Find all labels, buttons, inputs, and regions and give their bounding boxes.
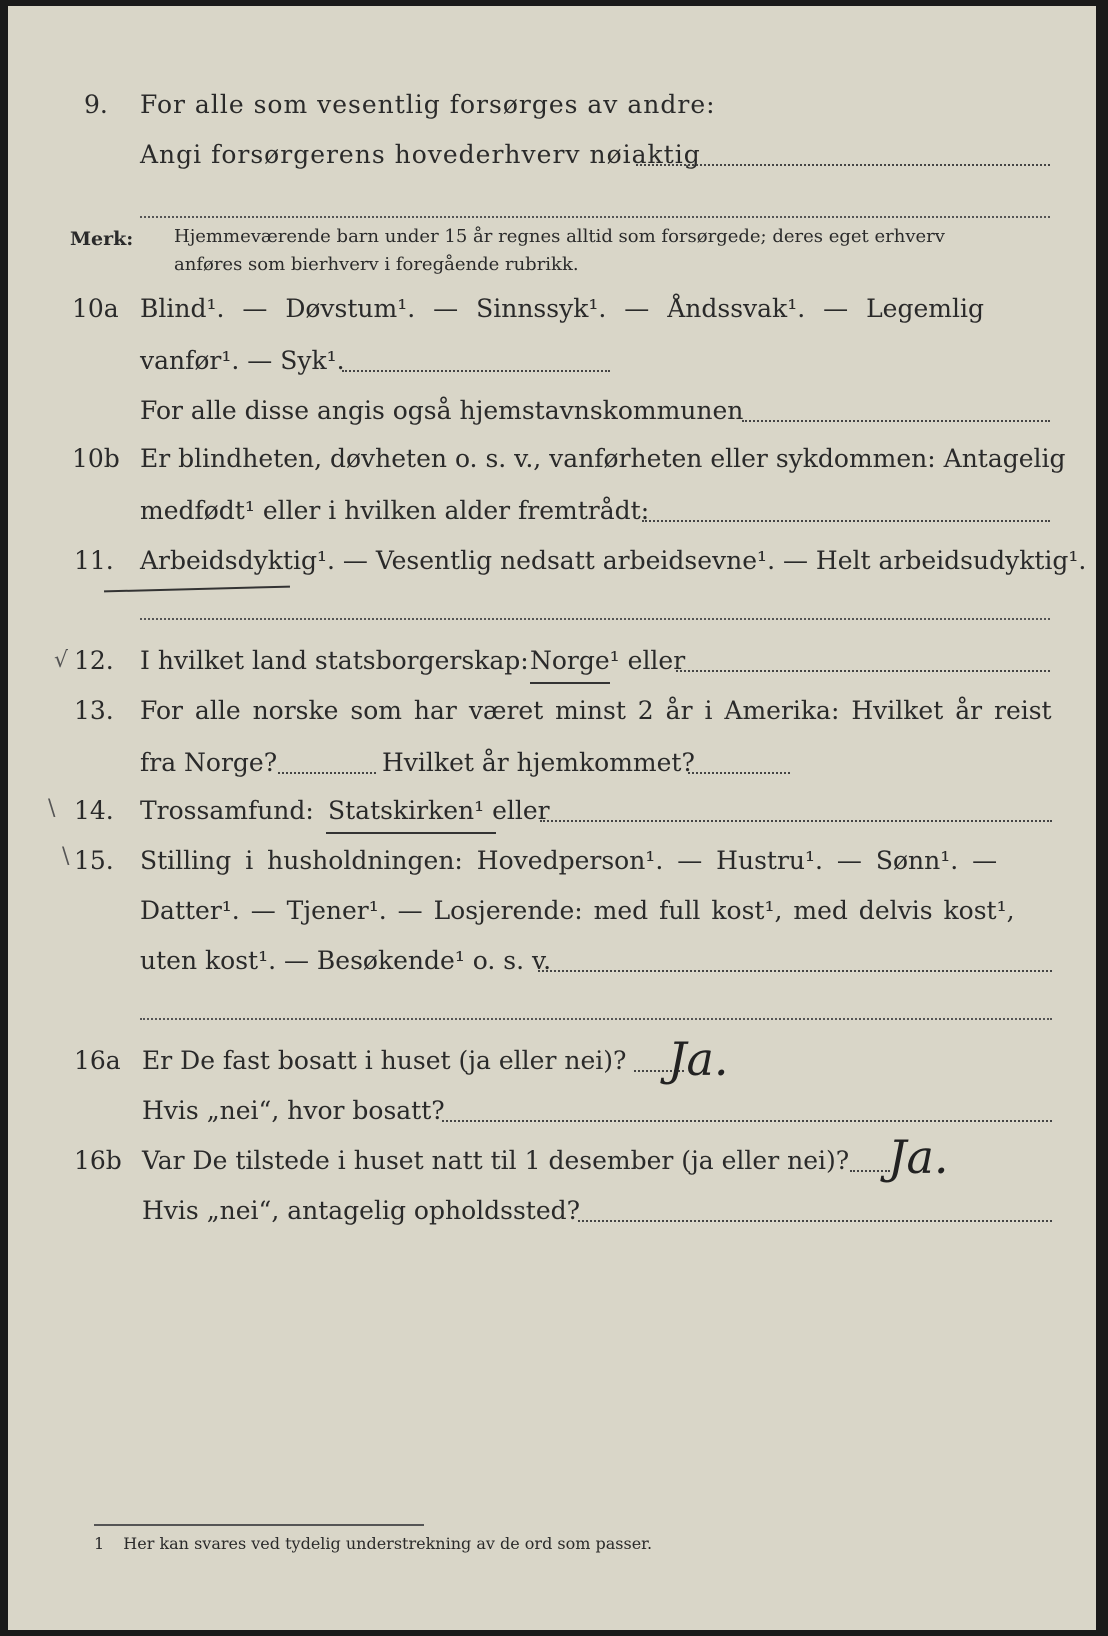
answer-line[interactable] [538,970,1052,972]
answer-line[interactable] [540,820,1052,822]
footnote [94,1534,652,1553]
question-text: Var De tilstede i huset natt til 1 desember (ja eller nei)? [142,1146,850,1175]
answer-line[interactable] [342,370,610,372]
question-text: Trossamfund: [140,796,314,825]
question-text: Er De fast bosatt i huset (ja eller nei)? [142,1046,627,1075]
answer-line[interactable] [140,618,1050,620]
footnote-rule [94,1524,424,1526]
handwritten-answer: Ja. [888,1130,949,1184]
check-mark: \ [48,796,56,821]
question-text: uten kost¹. — Besøkende¹ o. s. v. [140,946,552,975]
answer-line[interactable] [278,772,376,774]
question-text: For alle norske som har været minst 2 år i Amerika: Hvilket år reist [140,696,1052,725]
question-text: fra Norge? [140,748,278,777]
question-text: Hvis „nei“, hvor bosatt? [142,1096,445,1125]
answer-line[interactable] [442,1120,1052,1122]
answer-line[interactable] [140,1018,1052,1020]
census-form-page [8,6,1096,1630]
handwritten-underline [326,832,496,834]
note-text: Hjemmeværende barn under 15 år regnes alltid som forsørgede; deres eget erhverv [174,226,945,247]
question-number: 9. [84,90,108,119]
question-text: Hvis „nei“, antagelig opholdssted? [142,1196,581,1225]
footnote-text: Her kan svares ved tydelig understrekning av de ord som passer. [123,1534,653,1553]
note-label: Merk: [70,228,134,250]
question-text: vanfør¹. — Syk¹. [140,346,345,375]
question-number: 10b [72,444,120,473]
question-text: Stilling i husholdningen: Hovedperson¹. — Hustru¹. — Sønn¹. — [140,846,998,875]
answer-line[interactable] [578,1220,1052,1222]
question-number: 10a [72,294,119,323]
question-text: Angi forsørgerens hovederhverv nøiaktig [140,140,701,169]
question-number: 16a [74,1046,121,1075]
question-number: 11. [74,546,114,575]
answer-line[interactable] [140,216,1050,218]
question-text: medfødt¹ eller i hvilken alder fremtrådt: [140,496,650,525]
question-number: 14. [74,796,114,825]
question-text: Datter¹. — Tjener¹. — Losjerende: med full kost¹, med delvis kost¹, [140,896,1015,925]
answer-line[interactable] [642,520,1050,522]
note-text: anføres som bierhverv i foregående rubrikk. [174,254,579,275]
question-number: 12. [74,646,114,675]
question-text: For alle som vesentlig forsørges av andre: [140,90,716,119]
answer-option[interactable]: Statskirken¹ eller [328,796,550,825]
question-text: For alle disse angis også hjemstavnskommunen [140,396,744,425]
answer-option[interactable]: Norge¹ eller [530,646,686,675]
footnote-mark: 1 [94,1534,105,1553]
question-text: I hvilket land statsborgerskap: [140,646,529,675]
question-number: 13. [74,696,114,725]
answer-line[interactable] [742,420,1050,422]
check-mark: √ [54,648,69,673]
answer-line[interactable] [636,164,1050,166]
question-number: 15. [74,846,114,875]
answer-line[interactable] [688,772,790,774]
question-text: Blind¹. — Døvstum¹. — Sinnssyk¹. — Åndssvak¹. — Legemlig [140,294,984,323]
answer-line[interactable] [676,670,1050,672]
handwritten-answer: Ja. [668,1032,729,1086]
question-number: 16b [74,1146,122,1175]
question-text: Hvilket år hjemkommet? [382,748,695,777]
question-text: Arbeidsdyktig¹. — Vesentlig nedsatt arbeidsevne¹. — Helt arbeidsudyktig¹. [140,546,1087,575]
handwritten-underline [104,586,290,593]
handwritten-underline [530,682,610,684]
check-mark: \ [62,844,70,869]
question-text: Er blindheten, døvheten o. s. v., vanførheten eller sykdommen: Antagelig [140,444,1066,473]
answer-line[interactable] [850,1170,890,1172]
